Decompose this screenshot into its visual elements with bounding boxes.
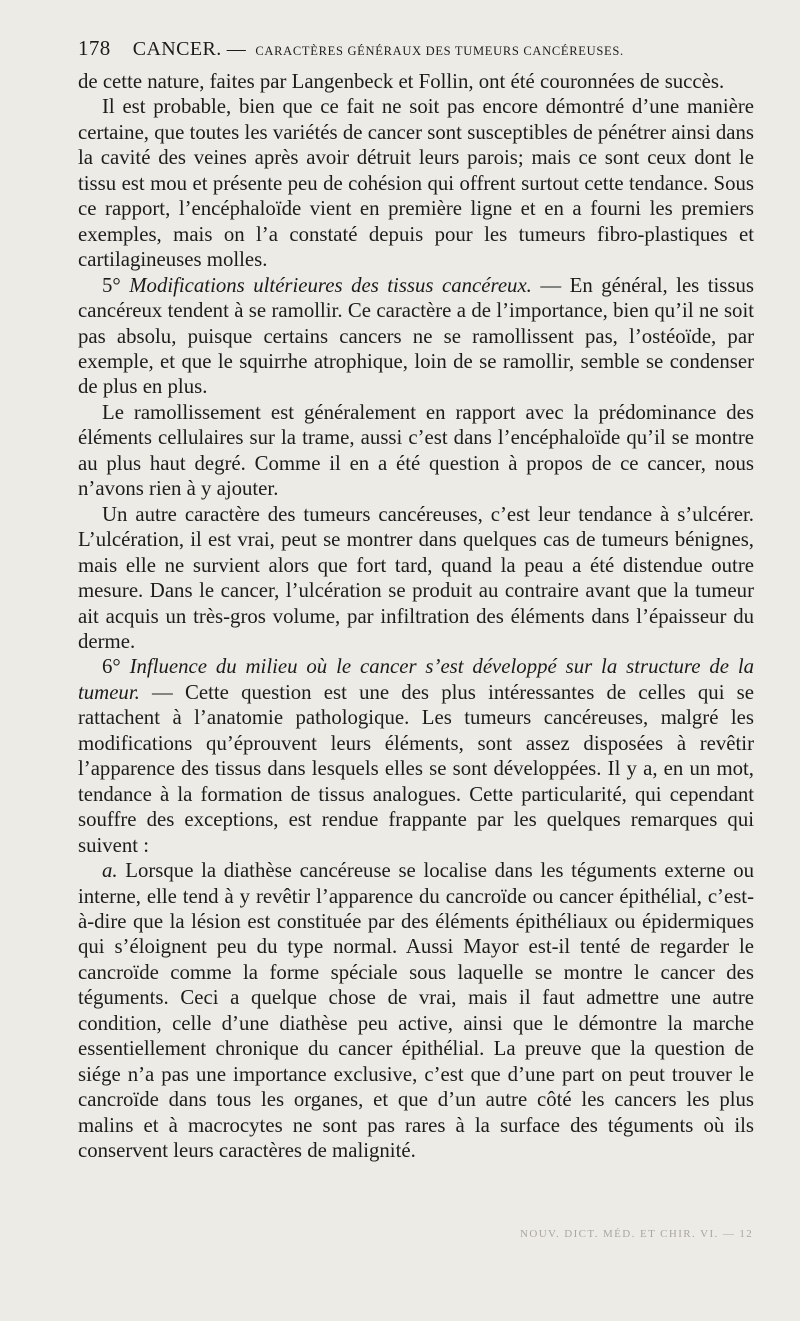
- paragraph-text: Il est probable, bien que ce fait ne soit pas encore démontré d’une manière certaine, que toutes les variétés de cancer sont susceptibles de pénétrer ainsi dans la cavité des veines après avoir détruit leurs parois; mais ce sont ceux dont le tissu est mou et présente peu de cohésion qui offrent surtout cette tendance. Sous ce rapport, l’encéphaloïde vient en première ligne et en a fourni les premiers exemples, mais on l’a constaté depuis pour les tumeurs fibro-plastiques et cartilagineuses molles.: [78, 95, 754, 272]
- section-number: 6°: [102, 655, 121, 679]
- paragraph-text: Le ramollissement est généralement en rapport avec la prédominance des éléments cellulaires sur la trame, aussi c’est dans l’encéphaloïde qu’il se montre au plus haut degré. Comme il en a été question à propos de ce cancer, nous n’avons rien à y ajouter.: [78, 400, 754, 501]
- body-text: [78, 69, 754, 1163]
- paragraph-text: Lorsque la diathèse cancéreuse se localise dans les téguments externe ou interne, elle tend à y revêtir l’apparence du cancroïde ou cancer épithélial, c’est-à-dire que la lésion est constituée par des éléments épithéliaux ou épidermiques qui s’éloignent peu du type normal. Aussi Mayor est-il tenté de regarder le cancroïde comme la forme spéciale sous laquelle se montre le cancer des téguments. Ceci a quelque chose de vrai, mais il faut admettre une autre condition, celle d’une diathèse peu active, ainsi que le démontre la marche essentiellement chronique du cancer épithélial. La preuve que la question de siége n’a pas une importance exclusive, c’est que d’une part on peut trouver le cancroïde dans tous les organes, et que d’un autre côté les cancers les plus malins et à macrocytes ne sont pas rares à la surface des téguments où ils conservent leurs caractères de malignité.: [78, 859, 754, 1163]
- paragraph: [78, 502, 754, 655]
- paragraph: [78, 69, 754, 94]
- page-number: 178: [78, 36, 111, 60]
- paragraph: [78, 94, 754, 272]
- footer-volume: VI. — 12: [700, 1228, 754, 1240]
- paragraph-text: Un autre caractère des tumeurs cancéreuses, c’est leur tendance à s’ulcérer. L’ulcération, il est vrai, peut se montrer dans quelques cas de tumeurs bénignes, mais elle ne survient alors que fort tard, quand la peau a été distendue outre mesure. Dans le cancer, l’ulcération se produit au contraire avant que la tumeur ait acquis un très-gros volume, par infiltration des éléments dans l’épaisseur du derme.: [78, 502, 754, 653]
- paragraph-text: — Cette question est une des plus intéressantes de celles qui se rattachent à l’anatomie pathologique. Les tumeurs cancéreuses, malgré les modifications qu’éprouvent leurs éléments, sont assez disposées à revêtir l’apparence des tissus dans lesquels elles se sont développées. Il y a, en un mot, tendance à la formation de tissus analogues. Cette particularité, qui cependant souffre des exceptions, est rendue frappante par les quelques remarques qui suivent :: [78, 680, 755, 857]
- lettered-paragraph: [78, 858, 754, 1163]
- paragraph-letter: a.: [102, 859, 118, 883]
- page-footer: [520, 1228, 753, 1240]
- chapter-subtitle: CARACTÈRES GÉNÉRAUX DES TUMEURS CANCÉREUSES.: [255, 44, 624, 58]
- header-separator: —: [226, 39, 247, 60]
- running-header: [78, 38, 758, 59]
- paragraph: [78, 400, 754, 502]
- section-paragraph: [78, 273, 754, 400]
- section-heading: Influence du milieu où le cancer s’est développé sur la structure de la tumeur.: [78, 655, 755, 704]
- section-number: 5°: [102, 273, 121, 297]
- paragraph-text: — En général, les tissus cancéreux tendent à se ramollir. Ce caractère a de l’importance, bien qu’il ne soit pas absolu, puisque certains cancers ne se ramollissent pas, l’ostéoïde, par exemple, et que le squirrhe atrophique, loin de se ramollir, semble se condenser de plus en plus.: [78, 273, 754, 399]
- paragraph-text: de cette nature, faites par Langenbeck et Follin, ont été couronnées de succès.: [78, 70, 725, 93]
- chapter-title: CANCER.: [132, 38, 222, 60]
- footer-signature: NOUV. DICT. MÉD. ET CHIR.: [520, 1228, 697, 1240]
- section-heading: Modifications ultérieures des tissus cancéreux.: [129, 273, 532, 297]
- running-title: [133, 39, 624, 59]
- section-paragraph: [78, 654, 754, 858]
